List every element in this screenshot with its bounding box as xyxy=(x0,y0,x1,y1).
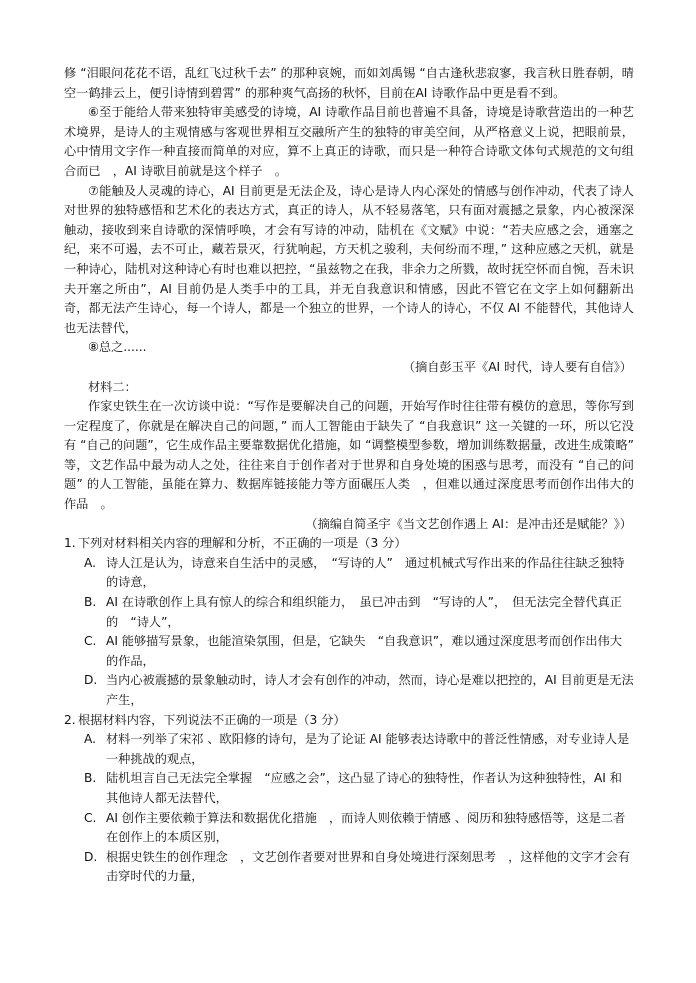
option-text: AI 能够描写景象，也能渲染氛围，但是，它缺失 “自我意识”，难以通过深度思考而创作出伟大的作品， xyxy=(106,634,622,668)
question-stem xyxy=(64,711,634,731)
option-text: 根据史铁生的创作理念 ，文艺创作者要对世界和自身处境进行深刻思考 ，这样他的文字才会有击穿时代的力量， xyxy=(106,849,631,884)
option-label: D. xyxy=(84,849,98,864)
source-citation-2: （摘编自简圣宇《当文艺创作遇上 AI：是冲击还是赋能？》） xyxy=(305,516,632,531)
option-label: A. xyxy=(84,732,96,747)
paragraph-7: ⑦能触及人灵魂的诗心，AI 目前更是无法企及，诗心是诗人内心深处的情感与创作冲动，代表了诗人对世界的独特感悟和艺术化的表达方式，真正的诗人，从不轻易落笔，只有面对震撼之景象，内心被深深触动，接收到来自诗歌的深情呼唤，才会有写诗的冲动，陆机在《文赋》中说：“若夫应感之会，通塞之纪，来不可遏，去不可止，藏若景灭，行犹响起，方天机之骏利，夫何纷而不理，” 这种应感之天机，就是一种诗心，陆机对这种诗心有时也难以把控，“虽兹物之在我，非余力之所戮，故时抚空怀而自惋，吾未识夫开塞之所由”，AI 目前仍是人类手中的工具，并无自我意识和情感，因此不管它在文字上如何翻新出奇，都无法产生诗心，每一个诗人，都是一个独立的世界，一个诗人的诗心，不仅 AI 不能替代，其他诗人也无法替代， xyxy=(64,183,634,335)
option-b xyxy=(64,593,634,632)
option-text: 诗人江是认为，诗意来自生活中的灵感， “写诗的人” 通过机械式写作出来的作品往往缺乏独特的诗意， xyxy=(106,555,625,590)
question-1 xyxy=(64,534,634,710)
option-a xyxy=(64,554,634,593)
question-number: 2. xyxy=(64,712,76,727)
paragraph-6: ⑥至于能给人带来独特审美感受的诗境，AI 诗歌作品目前也普遍不具备，诗境是诗歌营造出的一种艺术境界，是诗人的主观情感与客观世界相互交融所产生的独特的审美空间，从严格意义上说，把眼前景，心中情用文字作一种直接而简单的对应，算不上真正的诗歌，而只是一种符合诗歌文体句式规范的文句组合而已 ，AI 诗歌目前就是这个样子 。 xyxy=(64,105,634,178)
question-stem xyxy=(64,534,634,554)
material-2-label: 材料二： xyxy=(88,379,137,394)
option-text: AI 创作主要依赖于算法和数据优化措施 ，而诗人则依赖于情感 、阅历和独特感悟等，这是二者在创作上的本质区别， xyxy=(106,810,626,845)
option-c xyxy=(64,809,634,848)
option-text: AI 在诗歌创作上具有惊人的综合和组织能力， 虽已冲击到 “写诗的人”， 但无法完全替代真正的 “诗人”， xyxy=(106,595,622,629)
source-citation-1: （摘自彭玉平《AI 时代，诗人要有自信》） xyxy=(402,359,632,374)
option-a xyxy=(64,730,634,769)
option-label: B. xyxy=(84,771,97,786)
option-d xyxy=(64,671,634,710)
option-c xyxy=(64,632,634,671)
option-label: C. xyxy=(84,810,97,825)
question-2 xyxy=(64,711,634,887)
question-number: 1. xyxy=(64,536,76,551)
option-b xyxy=(64,769,634,808)
option-label: A. xyxy=(84,555,96,570)
option-text: 材料一列举了宋祁 、欧阳修的诗句，是为了论证 AI 能够表达诗歌中的普泛性情感，对专业诗人是一种挑战的观点， xyxy=(106,732,630,766)
option-label: C. xyxy=(84,634,97,649)
document-page xyxy=(64,64,634,887)
option-text: 陆机坦言自己无法完全掌握 “应感之会”，这凸显了诗心的独特性，作者认为这种独特性，AI 和其他诗人都无法替代， xyxy=(106,771,622,805)
option-label: D. xyxy=(84,673,98,688)
paragraph-5-end: 修 “泪眼问花花不语，乱红飞过秋千去” 的那种哀婉，而如刘禹锡 “自古逢秋悲寂寥，我言秋日胜春朝，晴空一鹤排云上，便引诗情到碧霄” 的那种爽气高扬的秋怀，目前在AI 诗歌作品中更是看不到。 xyxy=(64,66,634,100)
material-2-body: 作家史铁生在一次访谈中说：“写作是要解决自己的问题，开始写作时往往带有模仿的意思，等你写到一定程度了，你就是在解决自己的问题，” 而人工智能由于缺失了 “自我意识” 这一关键的一环，所以它没有 “自己的问题”，它生成作品主要靠数据优化措施，如 “调整模型参数，增加训练数据量，改进生成策略” 等，文艺作品中最为动人之处，往往来自于创作者对于世界和自身处境的困惑与思考，而没有 “自己的问题” 的人工智能，虽能在算力、数据库链接能力等方面碾压人类 ，但难以通过深度思考而创作出伟大的作品 。 xyxy=(64,399,634,512)
option-d xyxy=(64,848,634,887)
option-text: 当内心被震撼的景象触动时，诗人才会有创作的冲动，然而，诗心是难以把控的，AI 目前更是无法产生， xyxy=(106,673,634,707)
question-text: 根据材料内容，下列说法不正确的一项是（3 分） xyxy=(78,712,346,727)
question-text: 下列对材料相关内容的理解和分析，不正确的一项是（3 分） xyxy=(78,536,407,551)
option-label: B. xyxy=(84,595,97,610)
paragraph-8: ⑧总之...... xyxy=(88,340,147,355)
